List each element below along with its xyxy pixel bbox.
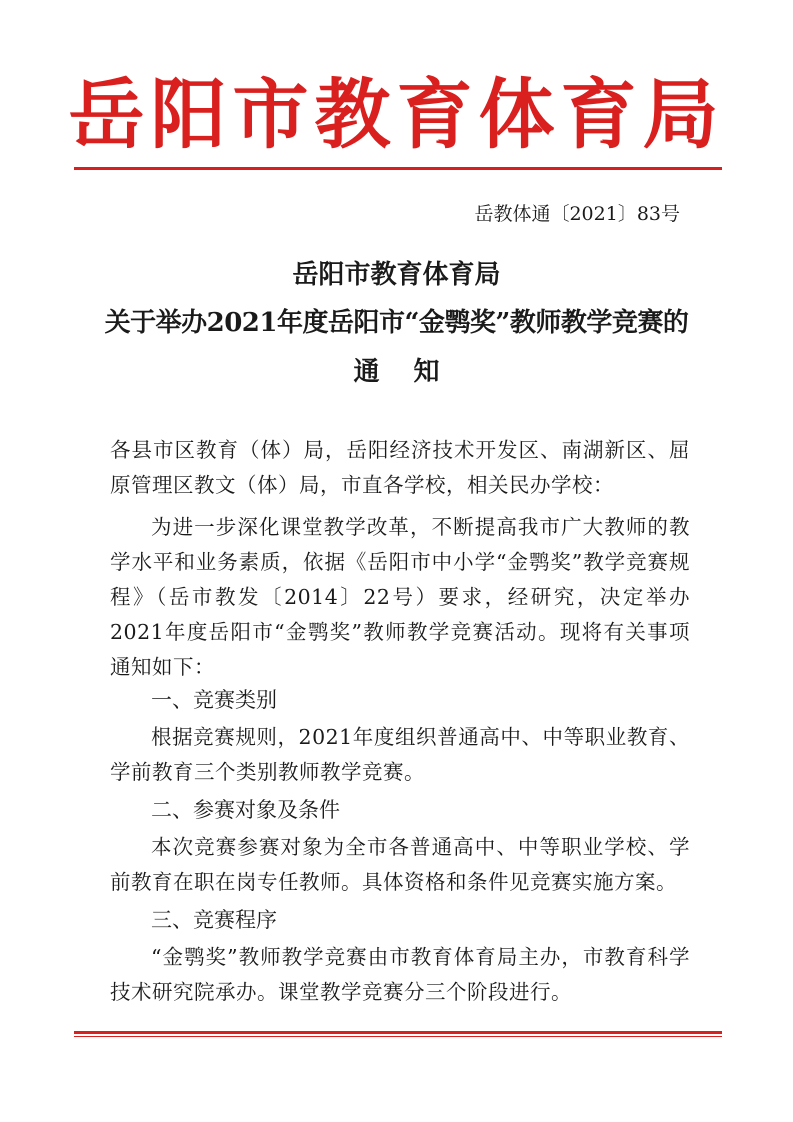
- footer-divider: [74, 1031, 722, 1034]
- footer-divider-thin: [74, 1036, 722, 1037]
- section-text-3: “金鹗奖”教师教学竞赛由市教育体育局主办，市教育科学技术研究院承办。课堂教学竞赛分三个阶段进行。: [110, 945, 690, 1004]
- header-divider: [74, 167, 722, 170]
- section-text-2: 本次竞赛参赛对象为全市各普通高中、中等职业学校、学前教育在职在岗专任教师。具体资格和条件见竞赛实施方案。: [110, 835, 690, 894]
- section-text-1: 根据竞赛规则，2021年度组织普通高中、中等职业教育、学前教育三个类别教师教学竞赛。: [110, 725, 690, 784]
- title-line-1: 岳阳市教育体育局: [292, 260, 501, 290]
- title-line-2: 关于举办2021年度岳阳市“金鹗奖”教师教学竞赛的: [104, 308, 689, 338]
- section-heading-2: 二、参赛对象及条件: [151, 798, 340, 822]
- salutation: 各县市区教育（体）局，岳阳经济技术开发区、南湖新区、屈原管理区教文（体）局，市直各学校，相关民办学校：: [110, 438, 690, 497]
- issuing-authority-header: 岳阳市教育体育局: [68, 70, 725, 159]
- intro-paragraph: 为进一步深化课堂教学改革，不断提高我市广大教师的教学水平和业务素质，依据《岳阳市中小学“金鹗奖”教学竞赛规程》（岳市教发〔2014〕22号）要求，经研究，决定举办2021年度岳阳市“金鹗奖”教师教学竞赛活动。现将有关事项通知如下：: [110, 515, 690, 679]
- title-line-3: 通知: [353, 357, 474, 387]
- section-heading-1: 一、竞赛类别: [151, 688, 277, 712]
- document-number: 岳教体通〔2021〕83号: [474, 203, 680, 225]
- section-heading-3: 三、竞赛程序: [151, 908, 277, 932]
